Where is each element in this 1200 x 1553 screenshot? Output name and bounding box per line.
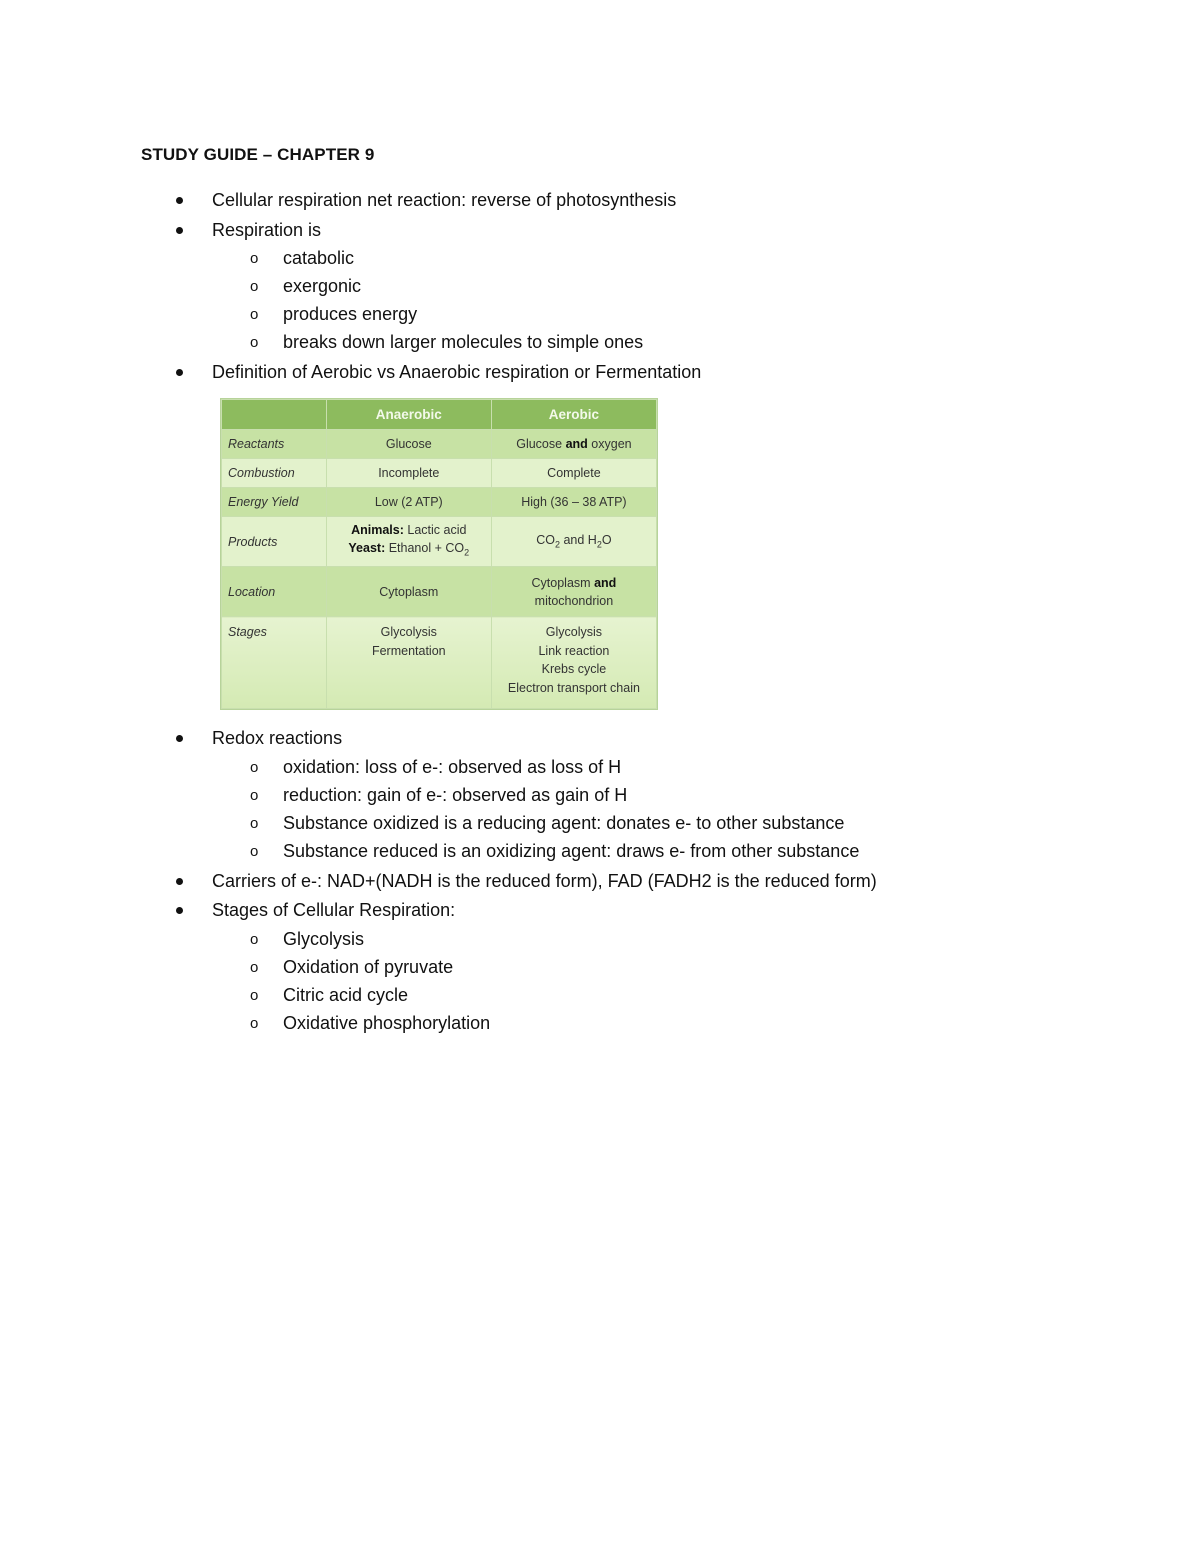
cell-text: Ethanol + CO <box>385 541 465 556</box>
row-label: Stages <box>222 617 327 709</box>
sub-bullet-icon: o <box>250 759 259 776</box>
list-item-carriers: Carriers of e-: NAD+(NADH is the reduced form), FAD (FADH2 is the reduced form) <box>212 871 877 891</box>
sub-bullet-icon: o <box>250 843 259 860</box>
subscript: 2 <box>596 539 602 550</box>
bullet-icon <box>176 369 183 376</box>
bullet-icon <box>176 878 183 885</box>
cell-text: and H <box>560 533 597 548</box>
cell-text: Electron transport chain <box>507 680 640 695</box>
sub-item-reducing-agent: Substance oxidized is a reducing agent: donates e- to other substance <box>283 813 845 833</box>
comparison-table-figure <box>220 398 658 710</box>
row-label: Products <box>222 517 327 567</box>
cell-text: Krebs cycle <box>541 662 607 676</box>
list-item-respiration: Respiration is <box>212 220 322 240</box>
table-cell <box>491 567 656 617</box>
sub-bullet-icon: o <box>250 306 259 323</box>
table-row <box>222 459 657 488</box>
table-cell <box>326 517 491 567</box>
list-item-aerobic-definition: Definition of Aerobic vs Anaerobic respiration or Fermentation <box>212 362 702 382</box>
sub-bullet-icon: o <box>250 334 259 351</box>
table-cell <box>326 617 491 709</box>
sub-item-breaks-down: breaks down larger molecules to simple ones <box>283 332 644 352</box>
bullet-icon <box>176 735 183 742</box>
list-item-redox: Redox reactions <box>212 728 343 748</box>
table-row <box>222 488 657 517</box>
bullet-icon <box>176 197 183 204</box>
table-cell: Incomplete <box>326 459 491 488</box>
cell-text-bold: and <box>565 437 588 451</box>
table-cell: Complete <box>491 459 656 488</box>
cell-text-bold: Animals: <box>351 523 404 538</box>
cell-text-bold: and <box>594 575 617 590</box>
table-cell: Glucose <box>326 430 491 459</box>
table-cell <box>491 617 656 709</box>
table-header-aerobic: Aerobic <box>491 400 656 430</box>
list-item-stages: Stages of Cellular Respiration: <box>212 900 456 920</box>
table-cell <box>491 430 656 459</box>
subscript: 2 <box>554 539 560 550</box>
row-label: Location <box>222 567 327 617</box>
table-cell: Cytoplasm <box>326 567 491 617</box>
sub-bullet-icon: o <box>250 959 259 976</box>
cell-text: Glycolysis <box>545 625 603 639</box>
sub-bullet-icon: o <box>250 931 259 948</box>
bullet-icon <box>176 227 183 234</box>
table-row <box>222 617 657 709</box>
sub-bullet-icon: o <box>250 250 259 267</box>
stage-oxidation-of-pyruvate: Oxidation of pyruvate <box>283 957 454 977</box>
list-item-net-reaction: Cellular respiration net reaction: reverse of photosynthesis <box>212 190 677 210</box>
sub-item-catabolic: catabolic <box>283 248 355 268</box>
comparison-table <box>221 399 657 709</box>
table-cell <box>491 517 656 567</box>
cell-text: Lactic acid <box>403 523 467 538</box>
table-cell: Low (2 ATP) <box>326 488 491 517</box>
page-title: STUDY GUIDE – CHAPTER 9 <box>141 145 375 164</box>
sub-item-oxidation: oxidation: loss of e-: observed as loss of H <box>283 757 622 777</box>
sub-bullet-icon: o <box>250 1015 259 1032</box>
sub-item-produces-energy: produces energy <box>283 304 418 324</box>
bullet-icon <box>176 907 183 914</box>
stage-citric-acid-cycle: Citric acid cycle <box>283 985 409 1005</box>
row-label: Reactants <box>222 430 327 459</box>
stage-oxidative-phosphorylation: Oxidative phosphorylation <box>283 1013 491 1033</box>
subscript: 2 <box>464 547 470 558</box>
sub-item-oxidizing-agent: Substance reduced is an oxidizing agent: draws e- from other substance <box>283 841 860 861</box>
table-row <box>222 567 657 617</box>
table-row <box>222 430 657 459</box>
sub-item-reduction: reduction: gain of e-: observed as gain of H <box>283 785 628 805</box>
cell-text: CO <box>536 533 555 548</box>
row-label: Energy Yield <box>222 488 327 517</box>
cell-text: mitochondrion <box>534 593 614 608</box>
table-cell: High (36 – 38 ATP) <box>491 488 656 517</box>
stage-glycolysis: Glycolysis <box>283 929 365 949</box>
sub-bullet-icon: o <box>250 278 259 295</box>
sub-bullet-icon: o <box>250 787 259 804</box>
cell-text: Cytoplasm <box>531 575 595 590</box>
cell-text: O <box>601 533 612 548</box>
sub-bullet-icon: o <box>250 815 259 832</box>
sub-bullet-icon: o <box>250 987 259 1004</box>
sub-item-exergonic: exergonic <box>283 276 362 296</box>
table-header-anaerobic: Anaerobic <box>326 400 491 430</box>
cell-text: Fermentation <box>371 643 446 658</box>
table-row <box>222 517 657 567</box>
row-label: Combustion <box>222 459 327 488</box>
cell-text: Glycolysis <box>380 625 437 639</box>
cell-text: Glucose <box>516 437 566 451</box>
cell-text: oxygen <box>587 437 632 451</box>
cell-text: Link reaction <box>538 643 610 658</box>
cell-text-bold: Yeast: <box>348 541 386 556</box>
table-header-empty <box>222 400 327 430</box>
